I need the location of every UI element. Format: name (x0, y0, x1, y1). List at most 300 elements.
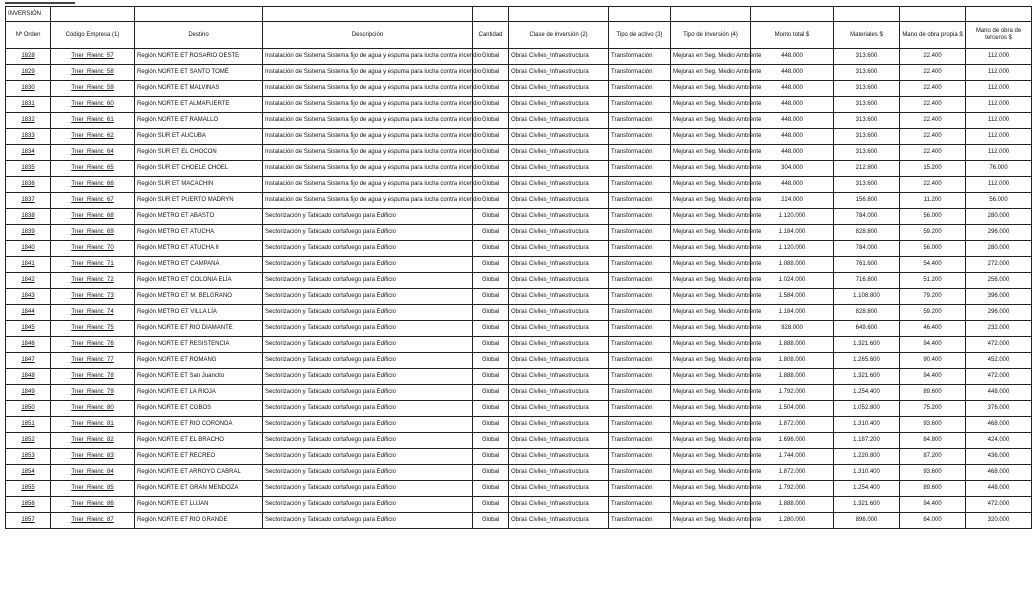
cell-materiales: 313.600 (834, 113, 900, 129)
header-row (6, 22, 1032, 49)
cell-tipo-inversion: Mejoras en Seg. Medio Ambiente (671, 353, 751, 369)
cell-tipo-activo: Transformación (609, 385, 671, 401)
cell-monto-total: 448.000 (751, 129, 834, 145)
cell-destino: Región SUR ET AUCUBA (135, 129, 263, 145)
cell-n-orden (6, 129, 51, 145)
cell-descripcion: Instalación de Sistema Sistema fijo de agua y espuma para lucha contra incendio (263, 49, 473, 65)
cell-codigo (51, 481, 135, 497)
cell-mano-obra-propia: 15.200 (900, 161, 966, 177)
cell-tipo-inversion: Mejoras en Seg. Medio Ambiente (671, 209, 751, 225)
cell-monto-total: 928.000 (751, 321, 834, 337)
cell-cantidad: Global (473, 401, 509, 417)
cell-n-orden-text: 1832 (21, 117, 35, 123)
cell-cantidad: Global (473, 193, 509, 209)
cell-clase: Obras Civiles_Infraestructura (509, 465, 609, 481)
cell-codigo-text: Tner_Rieinc_68 (71, 213, 114, 219)
cell-mano-obra-terceros: 280.000 (966, 241, 1032, 257)
cell-destino: Región METRO ET ABASTO (135, 209, 263, 225)
table-row (6, 337, 1032, 353)
cell-n-orden-text: 1831 (21, 101, 35, 107)
cell-clase: Obras Civiles_Infraestructura (509, 145, 609, 161)
table-row (6, 209, 1032, 225)
cell-mano-obra-propia: 89.600 (900, 385, 966, 401)
cell-codigo-text: Tner_Rieinc_72 (71, 277, 114, 283)
cell-cantidad: Global (473, 513, 509, 529)
cell-monto-total: 1.744.000 (751, 449, 834, 465)
cell-mano-obra-propia: 87.200 (900, 449, 966, 465)
table-row (6, 353, 1032, 369)
cell-n-orden-text: 1841 (21, 261, 35, 267)
cell-clase: Obras Civiles_Infraestructura (509, 129, 609, 145)
cell-destino: Región METRO ET M. BELGRANO (135, 289, 263, 305)
cell-clase: Obras Civiles_Infraestructura (509, 513, 609, 529)
cell-clase: Obras Civiles_Infraestructura (509, 369, 609, 385)
cell-n-orden (6, 193, 51, 209)
cell-codigo (51, 305, 135, 321)
cell-descripcion: Instalación de Sistema Sistema fijo de agua y espuma para lucha contra incendio (263, 193, 473, 209)
cell-codigo (51, 225, 135, 241)
cell-descripcion: Sectorización y Tabicado cortafuego para Edificio (263, 417, 473, 433)
cell-codigo-text: Tner_Rieinc_76 (71, 341, 114, 347)
cell-codigo (51, 129, 135, 145)
cell-destino: Región NORTE ET RIO GRANDE (135, 513, 263, 529)
cell-clase: Obras Civiles_Infraestructura (509, 193, 609, 209)
cell-monto-total: 448.000 (751, 145, 834, 161)
cell-clase: Obras Civiles_Infraestructura (509, 497, 609, 513)
cell-monto-total: 448.000 (751, 97, 834, 113)
cell-monto-total: 1.584.000 (751, 289, 834, 305)
table-row (6, 177, 1032, 193)
cell-n-orden (6, 513, 51, 529)
cell-tipo-activo: Transformación (609, 321, 671, 337)
cell-codigo-text: Tner_Rieinc_74 (71, 309, 114, 315)
cell-mano-obra-terceros: 448.000 (966, 481, 1032, 497)
cell-destino: Región NORTE ET ROSARIO OESTE (135, 49, 263, 65)
cell-descripcion: Sectorización y Tabicado cortafuego para Edificio (263, 401, 473, 417)
cell-cantidad: Global (473, 129, 509, 145)
cell-monto-total: 1.696.000 (751, 433, 834, 449)
cell-cantidad: Global (473, 481, 509, 497)
cell-n-orden-text: 1834 (21, 149, 35, 155)
cell-clase: Obras Civiles_Infraestructura (509, 209, 609, 225)
title-cell (263, 7, 473, 22)
header-cantidad: Cantidad (473, 22, 509, 49)
cell-tipo-inversion: Mejoras en Seg. Medio Ambiente (671, 337, 751, 353)
table-row (6, 225, 1032, 241)
cell-tipo-inversion: Mejoras en Seg. Medio Ambiente (671, 433, 751, 449)
cell-destino: Región NORTE ET RIO CORONDA (135, 417, 263, 433)
cell-materiales: 1.187.200 (834, 433, 900, 449)
cell-monto-total: 1.184.000 (751, 225, 834, 241)
cell-materiales: 1.265.600 (834, 353, 900, 369)
cell-tipo-activo: Transformación (609, 65, 671, 81)
cell-mano-obra-terceros: 468.000 (966, 465, 1032, 481)
cell-cantidad: Global (473, 49, 509, 65)
cell-codigo-text: Tner_Rieinc_65 (71, 165, 114, 171)
cell-codigo (51, 273, 135, 289)
cell-n-orden (6, 305, 51, 321)
table-row (6, 161, 1032, 177)
cell-codigo (51, 145, 135, 161)
cell-n-orden-text: 1839 (21, 229, 35, 235)
cell-mano-obra-propia: 93.600 (900, 465, 966, 481)
cell-codigo (51, 209, 135, 225)
cell-n-orden (6, 449, 51, 465)
cell-destino: Región NORTE ET RAMALLO (135, 113, 263, 129)
table-row (6, 113, 1032, 129)
cell-n-orden-text: 1836 (21, 181, 35, 187)
cell-codigo (51, 449, 135, 465)
cell-n-orden (6, 465, 51, 481)
cell-codigo (51, 241, 135, 257)
cell-codigo (51, 193, 135, 209)
cell-destino: Región METRO ET COLONIA ELÍA (135, 273, 263, 289)
cell-monto-total: 1.888.000 (751, 369, 834, 385)
cell-n-orden (6, 241, 51, 257)
cell-cantidad: Global (473, 65, 509, 81)
table-row (6, 321, 1032, 337)
cell-n-orden-text: 1846 (21, 341, 35, 347)
cell-mano-obra-propia: 93.600 (900, 417, 966, 433)
cell-materiales: 1.321.600 (834, 369, 900, 385)
cell-destino: Región METRO ET CAMPANA (135, 257, 263, 273)
cell-materiales: 828.800 (834, 305, 900, 321)
cell-materiales: 1.052.800 (834, 401, 900, 417)
cell-n-orden (6, 369, 51, 385)
table-row (6, 401, 1032, 417)
cell-codigo-text: Tner_Rieinc_66 (71, 181, 114, 187)
cell-n-orden (6, 209, 51, 225)
cell-descripcion: Instalación de Sistema Sistema fijo de agua y espuma para lucha contra incendio (263, 161, 473, 177)
cell-codigo (51, 513, 135, 529)
cell-n-orden (6, 65, 51, 81)
cell-mano-obra-terceros: 272.000 (966, 257, 1032, 273)
cell-mano-obra-propia: 22.400 (900, 177, 966, 193)
cell-descripcion: Sectorización y Tabicado cortafuego para Edificio (263, 481, 473, 497)
cell-n-orden (6, 161, 51, 177)
cell-tipo-inversion: Mejoras en Seg. Medio Ambiente (671, 145, 751, 161)
cell-codigo (51, 369, 135, 385)
cell-mano-obra-terceros: 396.000 (966, 289, 1032, 305)
cell-codigo-text: Tner_Rieinc_83 (71, 453, 114, 459)
cell-n-orden (6, 81, 51, 97)
cell-tipo-inversion: Mejoras en Seg. Medio Ambiente (671, 513, 751, 529)
cell-codigo (51, 337, 135, 353)
cell-cantidad: Global (473, 273, 509, 289)
cell-tipo-activo: Transformación (609, 193, 671, 209)
cell-cantidad: Global (473, 97, 509, 113)
cell-tipo-activo: Transformación (609, 177, 671, 193)
cell-mano-obra-propia: 59.200 (900, 305, 966, 321)
cell-n-orden-text: 1835 (21, 165, 35, 171)
cell-destino: Región NORTE ET ARROYO CABRAL (135, 465, 263, 481)
cell-mano-obra-propia: 64.000 (900, 513, 966, 529)
cell-materiales: 1.254.400 (834, 481, 900, 497)
cell-clase: Obras Civiles_Infraestructura (509, 49, 609, 65)
cell-monto-total: 1.088.000 (751, 257, 834, 273)
cell-tipo-activo: Transformación (609, 225, 671, 241)
cell-materiales: 1.310.400 (834, 465, 900, 481)
table-row (6, 385, 1032, 401)
title-cell (135, 7, 263, 22)
cell-tipo-inversion: Mejoras en Seg. Medio Ambiente (671, 497, 751, 513)
cell-destino: Región NORTE ET ROMANG (135, 353, 263, 369)
cell-tipo-inversion: Mejoras en Seg. Medio Ambiente (671, 417, 751, 433)
cell-materiales: 1.108.800 (834, 289, 900, 305)
cell-cantidad: Global (473, 449, 509, 465)
title-cell (609, 7, 671, 22)
cell-n-orden (6, 113, 51, 129)
cell-mano-obra-propia: 54.400 (900, 257, 966, 273)
cell-mano-obra-terceros: 112.000 (966, 129, 1032, 145)
cell-n-orden (6, 225, 51, 241)
cell-n-orden (6, 257, 51, 273)
cell-monto-total: 1.024.000 (751, 273, 834, 289)
title-cell (751, 7, 834, 22)
cell-tipo-activo: Transformación (609, 513, 671, 529)
cell-tipo-activo: Transformación (609, 113, 671, 129)
cell-descripcion: Sectorización y Tabicado cortafuego para Edificio (263, 513, 473, 529)
cell-codigo (51, 97, 135, 113)
cell-monto-total: 448.000 (751, 177, 834, 193)
cell-codigo-text: Tner_Rieinc_77 (71, 357, 114, 363)
cell-mano-obra-terceros: 424.000 (966, 433, 1032, 449)
cell-descripcion: Sectorización y Tabicado cortafuego para Edificio (263, 225, 473, 241)
cell-tipo-inversion: Mejoras en Seg. Medio Ambiente (671, 177, 751, 193)
cell-cantidad: Global (473, 113, 509, 129)
cell-clase: Obras Civiles_Infraestructura (509, 289, 609, 305)
cell-descripcion: Instalación de Sistema Sistema fijo de agua y espuma para lucha contra incendio (263, 97, 473, 113)
cell-mano-obra-terceros: 256.000 (966, 273, 1032, 289)
cell-n-orden-text: 1856 (21, 501, 35, 507)
cell-codigo-text: Tner_Rieinc_84 (71, 469, 114, 475)
table-row (6, 417, 1032, 433)
table-row (6, 145, 1032, 161)
cell-mano-obra-terceros: 376.000 (966, 401, 1032, 417)
cell-mano-obra-terceros: 112.000 (966, 49, 1032, 65)
cell-codigo-text: Tner_Rieinc_70 (71, 245, 114, 251)
table-row (6, 81, 1032, 97)
header-materiales: Materiales $ (834, 22, 900, 49)
cell-n-orden-text: 1828 (21, 53, 35, 59)
cell-tipo-activo: Transformación (609, 289, 671, 305)
cell-mano-obra-propia: 56.000 (900, 209, 966, 225)
cell-mano-obra-terceros: 112.000 (966, 65, 1032, 81)
cell-clase: Obras Civiles_Infraestructura (509, 81, 609, 97)
cell-descripcion: Sectorización y Tabicado cortafuego para Edificio (263, 385, 473, 401)
cell-materiales: 313.600 (834, 97, 900, 113)
cell-destino: Región NORTE ET MALVINAS (135, 81, 263, 97)
table-row (6, 465, 1032, 481)
cell-mano-obra-terceros: 296.000 (966, 305, 1032, 321)
cell-n-orden-text: 1854 (21, 469, 35, 475)
cell-descripcion: Instalación de Sistema Sistema fijo de agua y espuma para lucha contra incendio (263, 81, 473, 97)
cell-materiales: 896.000 (834, 513, 900, 529)
cell-mano-obra-propia: 22.400 (900, 145, 966, 161)
cell-tipo-inversion: Mejoras en Seg. Medio Ambiente (671, 49, 751, 65)
cell-tipo-activo: Transformación (609, 49, 671, 65)
cell-materiales: 1.310.400 (834, 417, 900, 433)
cell-mano-obra-terceros: 472.000 (966, 369, 1032, 385)
cell-clase: Obras Civiles_Infraestructura (509, 353, 609, 369)
cell-codigo-text: Tner_Rieinc_78 (71, 373, 114, 379)
cell-n-orden (6, 289, 51, 305)
cell-mano-obra-terceros: 232.000 (966, 321, 1032, 337)
header-mano-obra-propia: Mano de obra propia $ (900, 22, 966, 49)
cell-cantidad: Global (473, 497, 509, 513)
cell-monto-total: 1.872.000 (751, 417, 834, 433)
cell-tipo-inversion: Mejoras en Seg. Medio Ambiente (671, 65, 751, 81)
cell-descripcion: Sectorización y Tabicado cortafuego para Edificio (263, 273, 473, 289)
cell-descripcion: Sectorización y Tabicado cortafuego para Edificio (263, 369, 473, 385)
cell-mano-obra-terceros: 468.000 (966, 417, 1032, 433)
cell-n-orden-text: 1851 (21, 421, 35, 427)
cell-materiales: 828.800 (834, 225, 900, 241)
cell-materiales: 784.000 (834, 209, 900, 225)
table-row (6, 369, 1032, 385)
cell-tipo-inversion: Mejoras en Seg. Medio Ambiente (671, 257, 751, 273)
cell-n-orden-text: 1830 (21, 85, 35, 91)
cell-monto-total: 1.120.000 (751, 241, 834, 257)
header-tipo-activo: Tipo de activo (3) (609, 22, 671, 49)
title-cell (671, 7, 751, 22)
cell-descripcion: Sectorización y Tabicado cortafuego para Edificio (263, 449, 473, 465)
cell-clase: Obras Civiles_Infraestructura (509, 225, 609, 241)
cell-descripcion: Sectorización y Tabicado cortafuego para Edificio (263, 353, 473, 369)
cell-cantidad: Global (473, 289, 509, 305)
cell-monto-total: 1.888.000 (751, 497, 834, 513)
cell-cantidad: Global (473, 417, 509, 433)
cell-n-orden-text: 1829 (21, 69, 35, 75)
cell-tipo-activo: Transformación (609, 129, 671, 145)
cell-monto-total: 1.872.000 (751, 465, 834, 481)
cell-destino: Región SUR ET MACACHIN (135, 177, 263, 193)
cell-n-orden-text: 1845 (21, 325, 35, 331)
cell-descripcion: Sectorización y Tabicado cortafuego para Edificio (263, 321, 473, 337)
cell-destino: Región NORTE ET SANTO TOMÉ (135, 65, 263, 81)
cell-descripcion: Instalación de Sistema Sistema fijo de agua y espuma para lucha contra incendio (263, 129, 473, 145)
cell-cantidad: Global (473, 353, 509, 369)
cell-codigo-text: Tner_Rieinc_71 (71, 261, 114, 267)
cell-codigo (51, 321, 135, 337)
cell-mano-obra-terceros: 112.000 (966, 113, 1032, 129)
cell-descripcion: Instalación de Sistema Sistema fijo de agua y espuma para lucha contra incendio (263, 65, 473, 81)
cell-descripcion: Instalación de Sistema Sistema fijo de agua y espuma para lucha contra incendio (263, 145, 473, 161)
cell-n-orden (6, 353, 51, 369)
cell-n-orden (6, 497, 51, 513)
cell-mano-obra-terceros: 112.000 (966, 145, 1032, 161)
cell-monto-total: 304.000 (751, 161, 834, 177)
cell-codigo (51, 417, 135, 433)
header-clase: Clase de inversión (2) (509, 22, 609, 49)
cell-materiales: 1.321.600 (834, 337, 900, 353)
table-row (6, 241, 1032, 257)
cell-mano-obra-terceros: 472.000 (966, 337, 1032, 353)
cell-tipo-activo: Transformación (609, 417, 671, 433)
cell-destino: Región NORTE ET RIO DIAMANTE (135, 321, 263, 337)
cell-tipo-activo: Transformación (609, 465, 671, 481)
cell-n-orden-text: 1837 (21, 197, 35, 203)
cell-mano-obra-propia: 84.800 (900, 433, 966, 449)
cell-clase: Obras Civiles_Infraestructura (509, 305, 609, 321)
cell-codigo-text: Tner_Rieinc_81 (71, 421, 114, 427)
cell-destino: Región SUR ET EL CHOCON (135, 145, 263, 161)
cell-mano-obra-propia: 11.200 (900, 193, 966, 209)
cell-codigo-text: Tner_Rieinc_60 (71, 101, 114, 107)
cell-codigo-text: Tner_Rieinc_85 (71, 485, 114, 491)
cell-n-orden-text: 1853 (21, 453, 35, 459)
cell-tipo-inversion: Mejoras en Seg. Medio Ambiente (671, 481, 751, 497)
cell-monto-total: 448.000 (751, 49, 834, 65)
cell-mano-obra-terceros: 76.000 (966, 161, 1032, 177)
cell-materiales: 313.600 (834, 65, 900, 81)
cell-tipo-activo: Transformación (609, 209, 671, 225)
cell-materiales: 716.800 (834, 273, 900, 289)
cell-mano-obra-propia: 22.400 (900, 65, 966, 81)
cell-cantidad: Global (473, 305, 509, 321)
cell-codigo-text: Tner_Rieinc_62 (71, 133, 114, 139)
table-row (6, 289, 1032, 305)
cell-tipo-activo: Transformación (609, 161, 671, 177)
cell-tipo-activo: Transformación (609, 337, 671, 353)
cell-mano-obra-propia: 51.200 (900, 273, 966, 289)
cell-codigo-text: Tner_Rieinc_61 (71, 117, 114, 123)
sheet-title: INVERSIÓN (6, 7, 51, 22)
cell-clase: Obras Civiles_Infraestructura (509, 321, 609, 337)
cell-monto-total: 448.000 (751, 81, 834, 97)
cell-tipo-inversion: Mejoras en Seg. Medio Ambiente (671, 385, 751, 401)
table-row (6, 449, 1032, 465)
cell-codigo (51, 161, 135, 177)
cell-n-orden-text: 1844 (21, 309, 35, 315)
cell-mano-obra-propia: 89.600 (900, 481, 966, 497)
cell-clase: Obras Civiles_Infraestructura (509, 257, 609, 273)
cell-codigo-text: Tner_Rieinc_59 (71, 85, 114, 91)
cell-destino: Región NORTE ET RECREO (135, 449, 263, 465)
cell-codigo-text: Tner_Rieinc_75 (71, 325, 114, 331)
cell-descripcion: Instalación de Sistema Sistema fijo de agua y espuma para lucha contra incendio (263, 113, 473, 129)
cell-n-orden-text: 1848 (21, 373, 35, 379)
cell-clase: Obras Civiles_Infraestructura (509, 417, 609, 433)
cell-tipo-activo: Transformación (609, 145, 671, 161)
cell-destino: Región NORTE ET EL BRACHO (135, 433, 263, 449)
cell-monto-total: 1.792.000 (751, 481, 834, 497)
cell-mano-obra-propia: 59.200 (900, 225, 966, 241)
title-cell (966, 7, 1032, 22)
cell-n-orden-text: 1850 (21, 405, 35, 411)
cell-codigo-text: Tner_Rieinc_80 (71, 405, 114, 411)
cell-tipo-activo: Transformación (609, 273, 671, 289)
cell-destino: Región NORTE ET LUJAN (135, 497, 263, 513)
header-descripcion: Descripción (263, 22, 473, 49)
cell-materiales: 1.220.800 (834, 449, 900, 465)
cell-tipo-activo: Transformación (609, 401, 671, 417)
cell-n-orden (6, 385, 51, 401)
cell-cantidad: Global (473, 385, 509, 401)
cell-destino: Región METRO ET ATUCHA (135, 225, 263, 241)
cell-destino: Región NORTE ET ALMAFUERTE (135, 97, 263, 113)
cell-tipo-activo: Transformación (609, 353, 671, 369)
cell-destino: Región NORTE ET LA RIOJA (135, 385, 263, 401)
cell-codigo (51, 177, 135, 193)
cell-tipo-inversion: Mejoras en Seg. Medio Ambiente (671, 193, 751, 209)
cell-tipo-inversion: Mejoras en Seg. Medio Ambiente (671, 321, 751, 337)
cell-codigo (51, 433, 135, 449)
cell-mano-obra-propia: 22.400 (900, 129, 966, 145)
cell-tipo-inversion: Mejoras en Seg. Medio Ambiente (671, 401, 751, 417)
title-cell (900, 7, 966, 22)
cell-mano-obra-propia: 22.400 (900, 113, 966, 129)
